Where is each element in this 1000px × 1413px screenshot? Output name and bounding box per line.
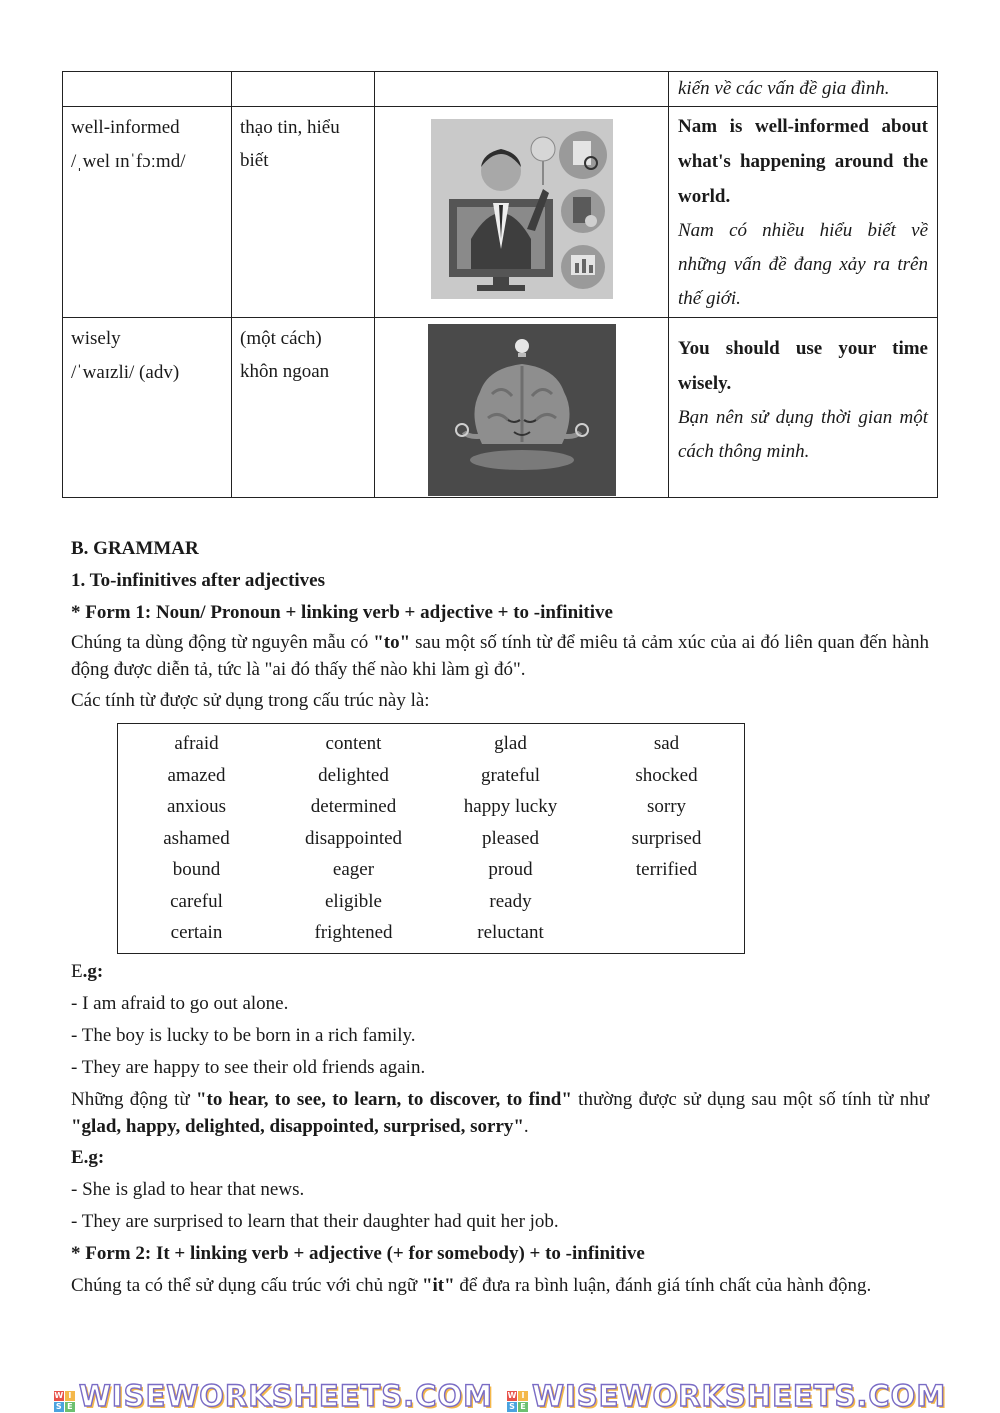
adjective-table bbox=[117, 723, 745, 954]
vocab-ipa: /ˌwel ɪnˈfɔːmd/ bbox=[71, 151, 186, 172]
form2-description: Chúng ta có thể sử dụng cấu trúc với chủ ngữ "it" để đưa ra bình luận, đánh giá tính chất của hành động. bbox=[71, 1274, 872, 1296]
example-sentence: - The boy is lucky to be born in a rich family. bbox=[71, 1024, 416, 1046]
vocab-word: well-informed bbox=[71, 117, 180, 138]
adjective-cell: pleased bbox=[482, 827, 539, 849]
form1-title: * Form 1: Noun/ Pronoun + linking verb + adjective + to -infinitive bbox=[71, 602, 613, 623]
adjective-cell: bound bbox=[172, 859, 221, 880]
vocabulary-table bbox=[62, 71, 938, 498]
example-english: Nam is well-informed about what's happening around the world. bbox=[678, 116, 928, 207]
adjective-cell: ashamed bbox=[163, 827, 230, 849]
adjective-cell: amazed bbox=[167, 764, 226, 786]
adjective-cell: surprised bbox=[631, 827, 702, 849]
adjective-cell: grateful bbox=[480, 764, 541, 786]
adjective-cell bbox=[589, 886, 744, 918]
adjective-cell: afraid bbox=[174, 733, 219, 754]
watermark-footer bbox=[0, 1378, 1000, 1413]
grammar-section bbox=[71, 533, 929, 1302]
adjective-cell: disappointed bbox=[304, 827, 403, 849]
table-row bbox=[63, 318, 938, 498]
example-sentence: - They are happy to see their old friends again. bbox=[71, 1056, 426, 1078]
adjective-cell: delighted bbox=[318, 764, 389, 786]
vocab-ipa: /ˈwaɪzli/ (adv) bbox=[71, 362, 180, 383]
adjective-cell: careful bbox=[170, 890, 223, 912]
adjective-cell: ready bbox=[489, 890, 532, 912]
vocab-word: wisely bbox=[71, 328, 121, 349]
example-vietnamese: Nam có nhiều hiểu biết về những vấn đề đang xảy ra trên thế giới. bbox=[678, 220, 928, 309]
wise-logo-icon: W I S E bbox=[507, 1391, 528, 1412]
adjective-cell: anxious bbox=[166, 796, 227, 817]
vocab-meaning: khôn ngoan bbox=[240, 361, 330, 382]
adjective-cell: sorry bbox=[646, 796, 687, 817]
watermark: W I S E WISEWORKSHEETS.COM bbox=[507, 1378, 947, 1413]
verbs-note: Những động từ "to hear, to see, to learn, to discover, to find" thường được sử dụng sau một số tính từ như "glad, happy, delighted, disappointed, surprised, sorry". bbox=[71, 1088, 929, 1137]
subsection-title: 1. To-infinitives after adjectives bbox=[71, 570, 326, 591]
adjective-cell: shocked bbox=[635, 764, 698, 786]
table-row bbox=[63, 107, 938, 318]
adjective-cell: eligible bbox=[325, 890, 382, 912]
adjective-cell: proud bbox=[488, 859, 533, 880]
vocab-meaning: thạo tin, hiểu biết bbox=[240, 117, 340, 171]
form1-description: Chúng ta dùng động từ nguyên mẫu có "to" sau một số tính từ để miêu tả cảm xúc của ai đó liên quan đến hành động được diễn tả, tức là "ai đó thấy thế nào khi làm gì đó". bbox=[71, 632, 929, 680]
form2-title: * Form 2: It + linking verb + adjective (+ for somebody) + to -infinitive bbox=[71, 1242, 645, 1264]
adjective-cell: reluctant bbox=[477, 922, 544, 943]
adjective-cell: terrified bbox=[635, 859, 698, 880]
vocab-meaning: (một cách) bbox=[240, 328, 322, 349]
adjective-cell: happy lucky bbox=[463, 796, 558, 817]
example-vietnamese: Bạn nên sử dụng thời gian một cách thông minh. bbox=[678, 407, 928, 462]
example-vietnamese: kiến về các vấn đề gia đình. bbox=[678, 78, 890, 99]
example-english: You should use your time wisely. bbox=[678, 338, 928, 394]
adjective-intro: Các tính từ được sử dụng trong cấu trúc này là: bbox=[71, 690, 430, 711]
adjective-cell bbox=[589, 917, 744, 949]
adjective-cell: content bbox=[325, 733, 382, 754]
watermark: W I S E WISEWORKSHEETS.COM bbox=[54, 1378, 493, 1413]
meditating-brain-illustration bbox=[428, 324, 616, 496]
example-label: E.g: bbox=[71, 1146, 105, 1168]
example-sentence: - I am afraid to go out alone. bbox=[71, 992, 289, 1014]
adjective-cell: sad bbox=[653, 733, 680, 754]
wise-logo-icon: W I S E bbox=[54, 1391, 75, 1412]
section-title: B. GRAMMAR bbox=[71, 538, 199, 559]
businessman-illustration bbox=[431, 119, 613, 299]
example-label: E.g: bbox=[71, 960, 104, 982]
example-sentence: - She is glad to hear that news. bbox=[71, 1178, 305, 1200]
adjective-cell: frightened bbox=[314, 922, 393, 943]
adjective-cell: eager bbox=[332, 859, 375, 880]
adjective-cell: determined bbox=[310, 796, 397, 817]
example-sentence: - They are surprised to learn that their daughter had quit her job. bbox=[71, 1210, 559, 1232]
table-row bbox=[63, 72, 938, 107]
adjective-cell: glad bbox=[494, 733, 527, 754]
adjective-cell: certain bbox=[170, 922, 223, 943]
